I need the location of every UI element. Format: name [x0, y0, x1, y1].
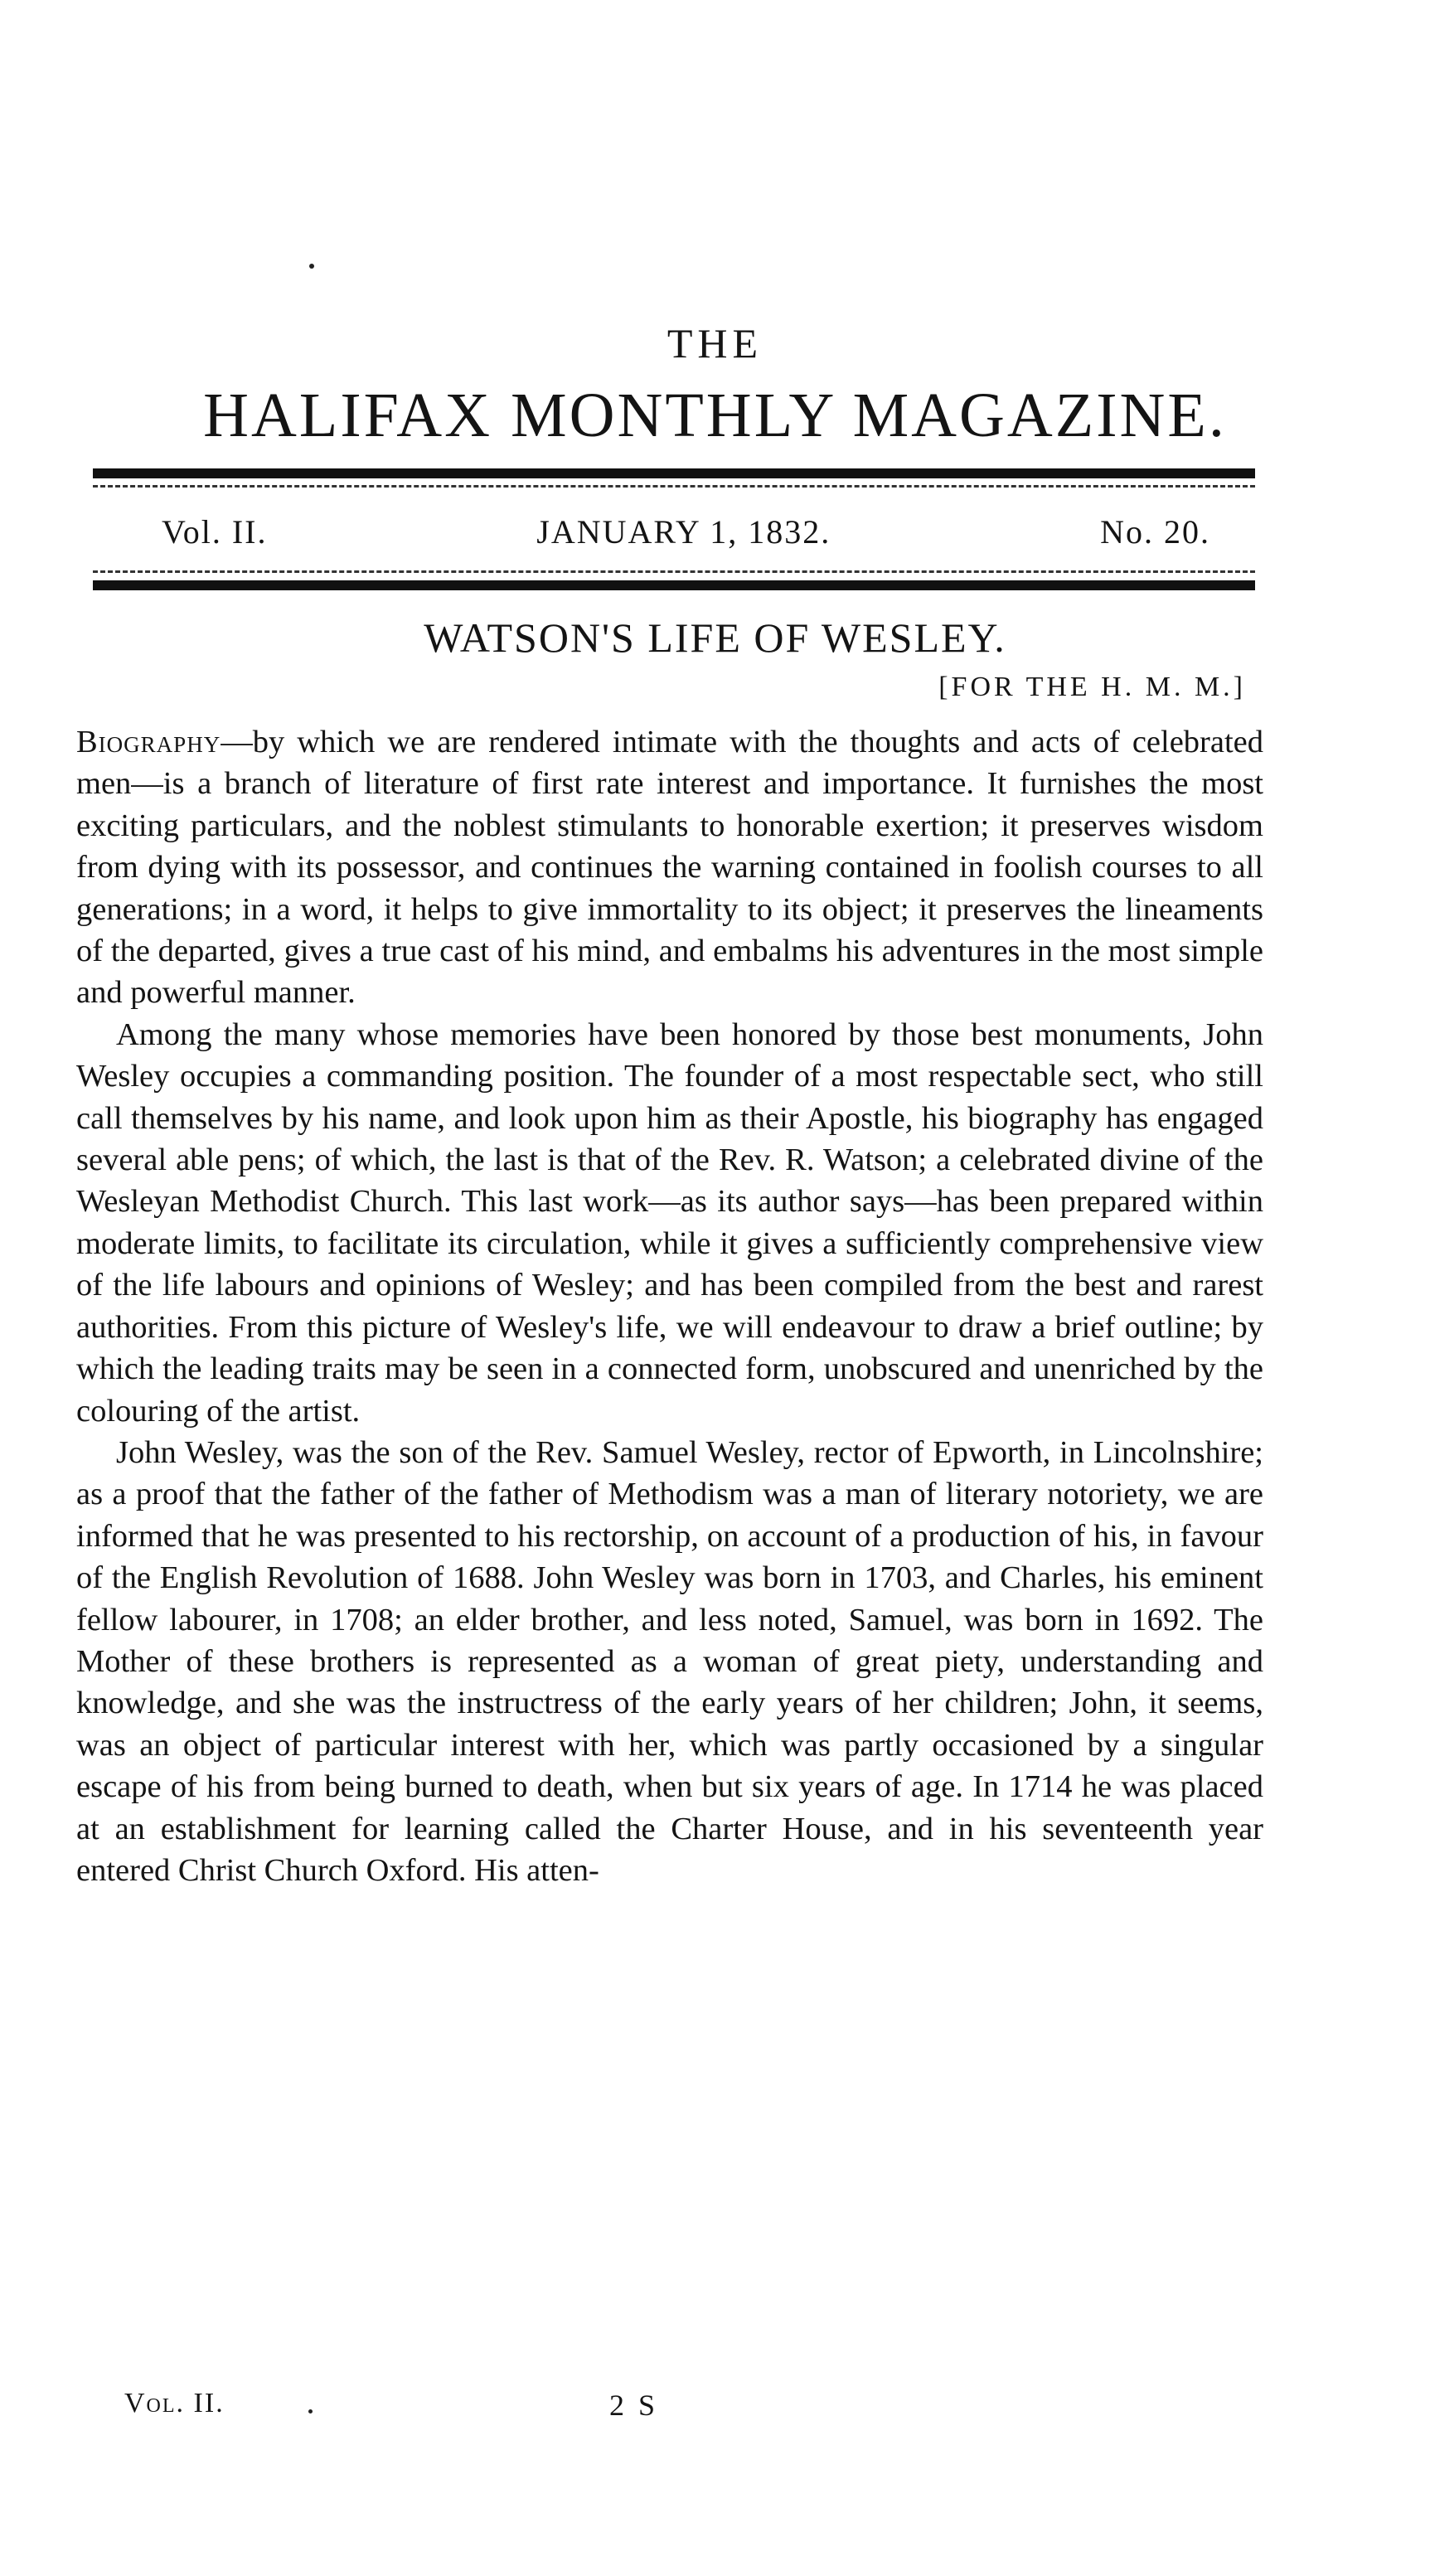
stray-dot: [309, 264, 314, 269]
article-source: [FOR THE H. M. M.]: [938, 672, 1246, 702]
issue-number: No. 20.: [1100, 513, 1210, 551]
paragraph-text: —by which we are rendered intimate with the thoughts and acts of celebrated men—is a branch of literature of first rate interest and importance. It furnishes the most exciting particulars, and the noblest stimulants to honorable exertion; it preserves wisdom from dying with its possessor, and continues the warning contained in foolish courses to all generations; in a word, it helps to give immortality to its object; it preserves the lineaments of the departed, gives a true cast of his mind, and embalms his adventures in the most simple and powerful manner.: [76, 725, 1263, 1011]
masthead-title: HALIFAX MONTHLY MAGAZINE.: [203, 381, 1227, 450]
bottom-double-rule: [93, 570, 1255, 590]
top-double-rule: [93, 468, 1255, 490]
issue-volume: Vol. II.: [162, 513, 268, 551]
signature-mark: 2 S: [609, 2389, 659, 2422]
article-paragraph: [76, 721, 1263, 1014]
top-thick-rule: [93, 468, 1255, 478]
issue-line: [162, 512, 1210, 551]
lead-word: Biography: [76, 725, 221, 759]
top-dashed-rule: [93, 485, 1255, 490]
masthead-the: THE: [667, 320, 763, 366]
issue-date: JANUARY 1, 1832.: [536, 513, 831, 551]
article-paragraph: Among the many whose memories have been honored by those best monuments, John Wesley occupies a commanding position. The founder of a most respectable sect, who still call themselves by his name, and look upon him as their Apostle, his biography has engaged several able pens; of which, the last is that of the Rev. R. Watson; a celebrated divine of the Wesleyan Methodist Church. This last work—as its author says—has been prepared within moderate limits, to facilitate its circulation, while it gives a sufficiently comprehensive view of the life labours and opinions of Wesley; and has been compiled from the best and rarest authorities. From this picture of Wesley's life, we will endeavour to draw a brief outline; by which the leading traits may be seen in a connected form, unobscured and unenriched by the colouring of the artist.: [76, 1016, 1263, 1429]
article-title: WATSON'S LIFE OF WESLEY.: [424, 614, 1006, 661]
article-paragraph: John Wesley, was the son of the Rev. Samuel Wesley, rector of Epworth, in Lincolnshire; as a proof that the father of the father of Methodism was a man of literary notoriety, we are informed that he was presented to his rectorship, on account of a production of his, in favour of the English Revolution of 1688. John Wesley was born in 1703, and Charles, his eminent fellow labourer, in 1708; an elder brother, and less noted, Samuel, was born in 1692. The Mother of these brothers is represented as a woman of great piety, understanding and knowledge, and she was the instructress of the early years of her children; John, it seems, was an object of particular interest with her, which was partly occasioned by a singular escape of his from being burned to death, when but six years of age. In 1714 he was placed at an establishment for learning called the Charter House, and in his seventeenth year entered Christ Church Oxford. His atten-: [76, 1434, 1263, 1888]
article-body: [76, 721, 1263, 1891]
bottom-thick-rule: [93, 580, 1255, 590]
footer-volume: Vol. II.: [124, 2388, 225, 2418]
stray-dot: [308, 2409, 313, 2413]
